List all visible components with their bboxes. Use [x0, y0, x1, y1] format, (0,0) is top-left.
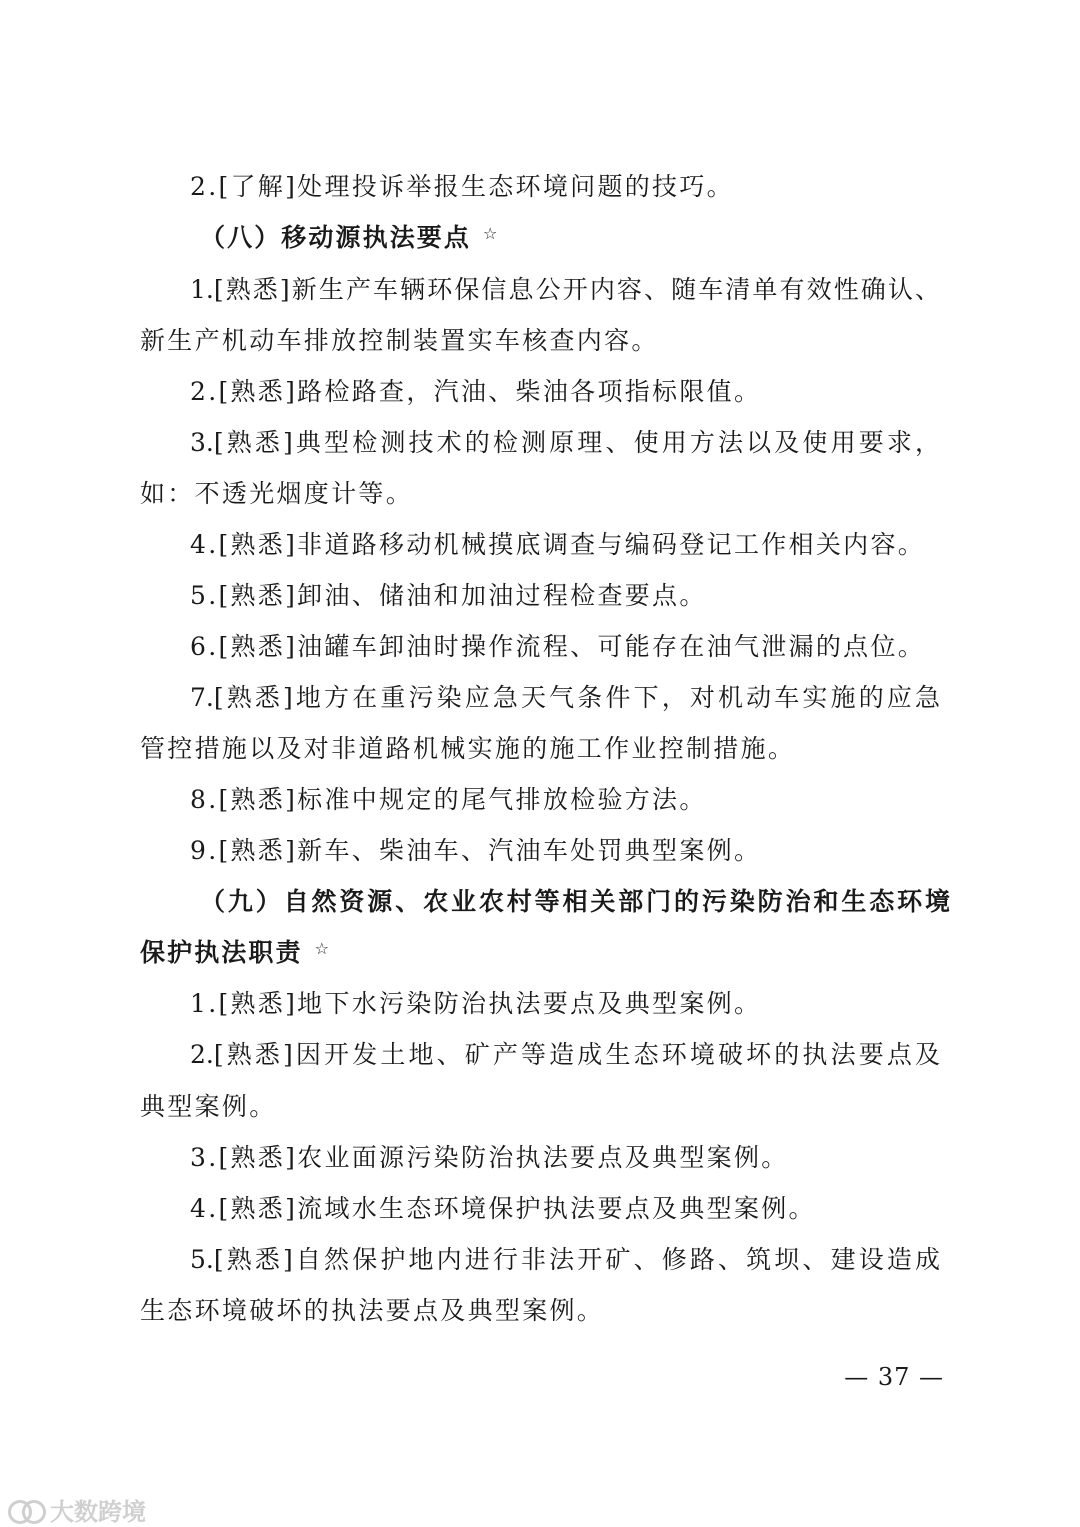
text-line: 生态环境破坏的执法要点及典型案例。 [140, 1296, 605, 1325]
text-line: 6.[熟悉]油罐车卸油时操作流程、可能存在油气泄漏的点位。 [190, 632, 926, 661]
watermark [8, 1492, 146, 1527]
section-heading-8 [200, 223, 950, 253]
text-line: 1.[熟悉]地下水污染防治执法要点及典型案例。 [190, 989, 762, 1018]
text-line: 4.[熟悉]非道路移动机械摸底调查与编码登记工作相关内容。 [190, 530, 926, 559]
text-line: 2.[了解]处理投诉举报生态环境问题的技巧。 [190, 172, 734, 201]
watermark-text: 大数跨境 [50, 1498, 146, 1526]
text-line: 5.[熟悉]卸油、储油和加油过程检查要点。 [190, 581, 707, 610]
text-line: 新生产机动车排放控制装置实车核查内容。 [140, 326, 659, 355]
text-line: 2.[熟悉]路检路查，汽油、柴油各项指标限值。 [190, 377, 762, 406]
star-icon: ☆ [314, 939, 332, 958]
section-heading-9-cont [140, 938, 940, 968]
text-line: 管控措施以及对非道路机械实施的施工作业控制措施。 [140, 734, 796, 763]
text-line: 3.[熟悉]典型检测技术的检测原理、使用方法以及使用要求， [190, 428, 940, 457]
page-number: — 37 — [844, 1363, 944, 1391]
section-heading-text: （八）移动源执法要点 [200, 223, 472, 252]
star-icon: ☆ [483, 224, 500, 243]
text-line: 8.[熟悉]标准中规定的尾气排放检验方法。 [190, 785, 707, 814]
text-line: 典型案例。 [140, 1092, 277, 1121]
text-line: 3.[熟悉]农业面源污染防治执法要点及典型案例。 [190, 1143, 789, 1172]
text-line: 1.[熟悉]新生产车辆环保信息公开内容、随车清单有效性确认、 [190, 275, 940, 304]
text-line: 5.[熟悉]自然保护地内进行非法开矿、修路、筑坝、建设造成 [190, 1245, 940, 1274]
section-heading-9: （九）自然资源、农业农村等相关部门的污染防治和生态环境 [200, 887, 950, 916]
text-line: 2.[熟悉]因开发土地、矿产等造成生态环境破坏的执法要点及 [190, 1040, 940, 1069]
watermark-logo-icon [8, 1497, 48, 1523]
text-line: 如：不透光烟度计等。 [140, 479, 414, 508]
text-line: 7.[熟悉]地方在重污染应急天气条件下，对机动车实施的应急 [190, 683, 940, 712]
section-heading-text: 保护执法职责 [140, 938, 303, 967]
text-line: 4.[熟悉]流域水生态环境保护执法要点及典型案例。 [190, 1194, 816, 1223]
text-line: 9.[熟悉]新车、柴油车、汽油车处罚典型案例。 [190, 836, 762, 865]
